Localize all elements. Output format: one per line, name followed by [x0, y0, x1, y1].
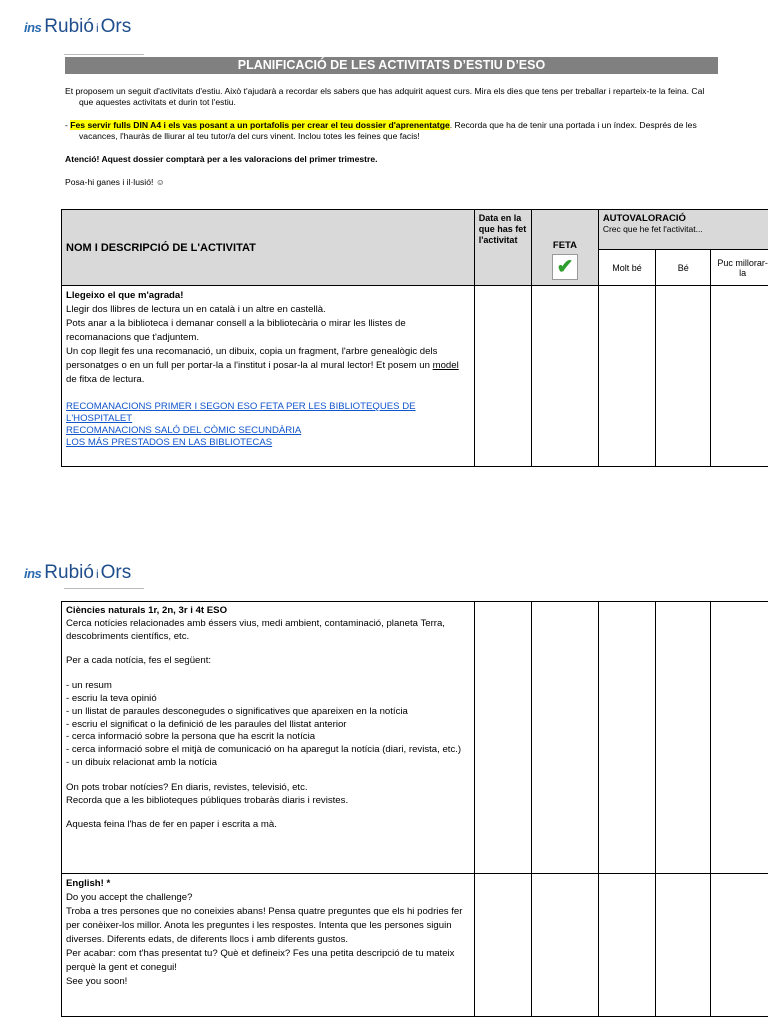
puc-millorar-cell[interactable]	[711, 286, 768, 467]
activity-english	[62, 874, 475, 1017]
intro-dash: -	[65, 120, 71, 130]
molt-be-cell[interactable]	[598, 286, 655, 467]
feta-cell[interactable]	[532, 874, 599, 1017]
intro-block	[65, 86, 720, 188]
activity-english-line-1: Do you accept the challenge?	[66, 892, 193, 903]
activity-science-line-4: Recorda que a les biblioteques públiques trobaràs diaris i revistes.	[66, 794, 349, 806]
logo-divider	[64, 588, 144, 589]
logo-conj: i	[95, 567, 99, 581]
header-autovaloracio	[598, 210, 768, 250]
list-item: - un dibuix relacionat amb la notícia	[66, 756, 217, 768]
activity-science-line-1: Cerca notícies relacionades amb éssers vius, medi ambient, contaminació, planeta Terra, descobriments científics, etc.	[66, 617, 445, 642]
molt-be-cell[interactable]	[598, 874, 655, 1017]
logo-name-left: Rubió	[44, 562, 94, 583]
header-be: Bé	[656, 250, 711, 286]
activity-reading-line-3	[66, 345, 470, 387]
activity-science	[62, 602, 475, 874]
spacer	[66, 387, 470, 401]
activity-science-line-2: Per a cada notícia, fes el següent:	[66, 655, 212, 667]
logo-divider	[64, 54, 144, 55]
intro-paragraph-1: Et proposem un seguit d'activitats d'estiu. Això t'ajudarà a recordar els sabers que has adquirit aquest curs. Mira els dies que tens per treballar i reparteix-te la feina. Cal que aquestes activitats et durin tot l'estiu.	[65, 86, 705, 107]
activity-reading	[62, 286, 475, 467]
list-item: - escriu la teva opinió	[66, 692, 157, 704]
page-title: PLANIFICACIÓ DE LES ACTIVITATS D’ESTIU D’ESO	[65, 57, 718, 74]
feta-cell[interactable]	[532, 602, 599, 874]
feta-cell[interactable]	[532, 286, 599, 467]
logo-name-right: Ors	[100, 16, 132, 37]
activity-reading-line-3c: de fitxa de lectura.	[66, 374, 145, 385]
list-item: - un resum	[66, 680, 112, 692]
header-auto-sub: Crec que he fet l'activitat...	[602, 224, 703, 234]
be-cell[interactable]	[656, 874, 711, 1017]
link-recomanacions-hospitalet[interactable]: RECOMANACIONS PRIMER I SEGON ESO FETA PER LES BIBLIOTEQUES DE L'HOSPITALET	[66, 401, 416, 424]
logo-name-left: Rubió	[44, 16, 94, 37]
molt-be-cell[interactable]	[598, 602, 655, 874]
link-mas-prestados[interactable]: LOS MÁS PRESTADOS EN LAS BIBLIOTECAS	[66, 437, 273, 448]
header-puc-millorar: Puc millorar-la	[711, 250, 768, 286]
puc-millorar-cell[interactable]	[711, 602, 768, 874]
activity-english-line-3: Per acabar: com t'has presentat tu? Què et defineix? Fes una petita descripció de tu mateix perquè la gent et conegui!	[66, 948, 455, 973]
activities-table-1	[61, 209, 768, 467]
header-molt-be: Molt bé	[598, 250, 655, 286]
intro-warning: Atenció! Aquest dossier comptarà per a les valoracions del primer trimestre.	[65, 154, 378, 164]
activity-english-line-2: Troba a tres persones que no coneixies abans! Pensa quatre preguntes que els hi podries fer per conèixer-los millor. Anota les preguntes i les respostes. Intenta que les persones siguin diverses. Diferents edats, de diferents llocs i amb diferents gustos.	[66, 906, 463, 945]
model-link[interactable]: model	[432, 360, 459, 371]
header-auto-title: AUTOVALORACIÓ	[602, 213, 686, 224]
activity-science-title: Ciències naturals 1r, 2n, 3r i 4t ESO	[66, 605, 228, 616]
logo-conj: i	[95, 21, 99, 35]
logo-ins: ins	[24, 20, 42, 35]
header-feta-label: FETA	[552, 240, 578, 251]
activity-science-line-3: On pots trobar notícies? En diaris, revistes, televisió, etc.	[66, 781, 308, 793]
intro-paragraph-2-rest: . Recorda que ha de tenir una portada i un índex. Després de les vacances, l'hauràs de lliurar al teu tutor/a del curs vinent. Inclou totes les feines que facis!	[79, 120, 697, 141]
activity-reading-line-3a: Un cop llegit fes una recomanació, un dibuix, copia un fragment, l'arbre genealògic dels personatges o en un full per portar-la a l'institut i posar-la al mural lector!	[66, 346, 438, 371]
activity-reading-line-3b: Et posem un	[373, 360, 433, 371]
header-date: Data en la que has fet l'activitat	[474, 210, 531, 286]
intro-highlight: Fes servir fulls DIN A4 i els vas posant a un portafolis per crear el teu dossier d'aprenentatge	[70, 120, 450, 130]
activity-english-line-4: See you soon!	[66, 976, 128, 987]
date-cell[interactable]	[474, 286, 531, 467]
school-logo-page-2	[24, 562, 131, 584]
list-item: - escriu el significat o la definició de les paraules del llistat anterior	[66, 718, 347, 730]
logo-ins: ins	[24, 566, 42, 581]
be-cell[interactable]	[656, 286, 711, 467]
activity-english-title: English! *	[66, 878, 111, 889]
date-cell[interactable]	[474, 874, 531, 1017]
intro-closing: Posa-hi ganes i il·lusió! ☺	[65, 177, 165, 187]
activity-reading-line-2: Pots anar a la biblioteca i demanar consell a la bibliotecària o mirar les llistes de recomanacions que t'adjuntem.	[66, 318, 406, 343]
header-feta	[532, 210, 599, 286]
header-name: NOM I DESCRIPCIÓ DE L'ACTIVITAT	[62, 210, 475, 286]
activity-reading-line-1: Llegir dos llibres de lectura un en català i un altre en castellà.	[66, 304, 326, 315]
activities-table-2	[61, 601, 768, 1017]
link-salo-comic[interactable]: RECOMANACIONS SALÓ DEL CÒMIC SECUNDÀRIA	[66, 425, 302, 436]
date-cell[interactable]	[474, 602, 531, 874]
be-cell[interactable]	[656, 602, 711, 874]
activity-reading-title: Llegeixo el que m'agrada!	[66, 290, 184, 301]
list-item: - cerca informació sobre la persona que ha escrit la notícia	[66, 731, 316, 743]
check-icon: ✔	[552, 254, 578, 280]
list-item: - cerca informació sobre el mitjà de comunicació on ha aparegut la notícia (diari, revista, etc.)	[66, 744, 462, 756]
activity-science-line-5: Aquesta feina l'has de fer en paper i escrita a mà.	[66, 819, 277, 831]
intro-paragraph-2	[65, 120, 720, 142]
puc-millorar-cell[interactable]	[711, 874, 768, 1017]
list-item: - un llistat de paraules desconegudes o significatives que apareixen en la notícia	[66, 705, 408, 717]
logo-name-right: Ors	[100, 562, 132, 583]
school-logo	[24, 16, 131, 38]
